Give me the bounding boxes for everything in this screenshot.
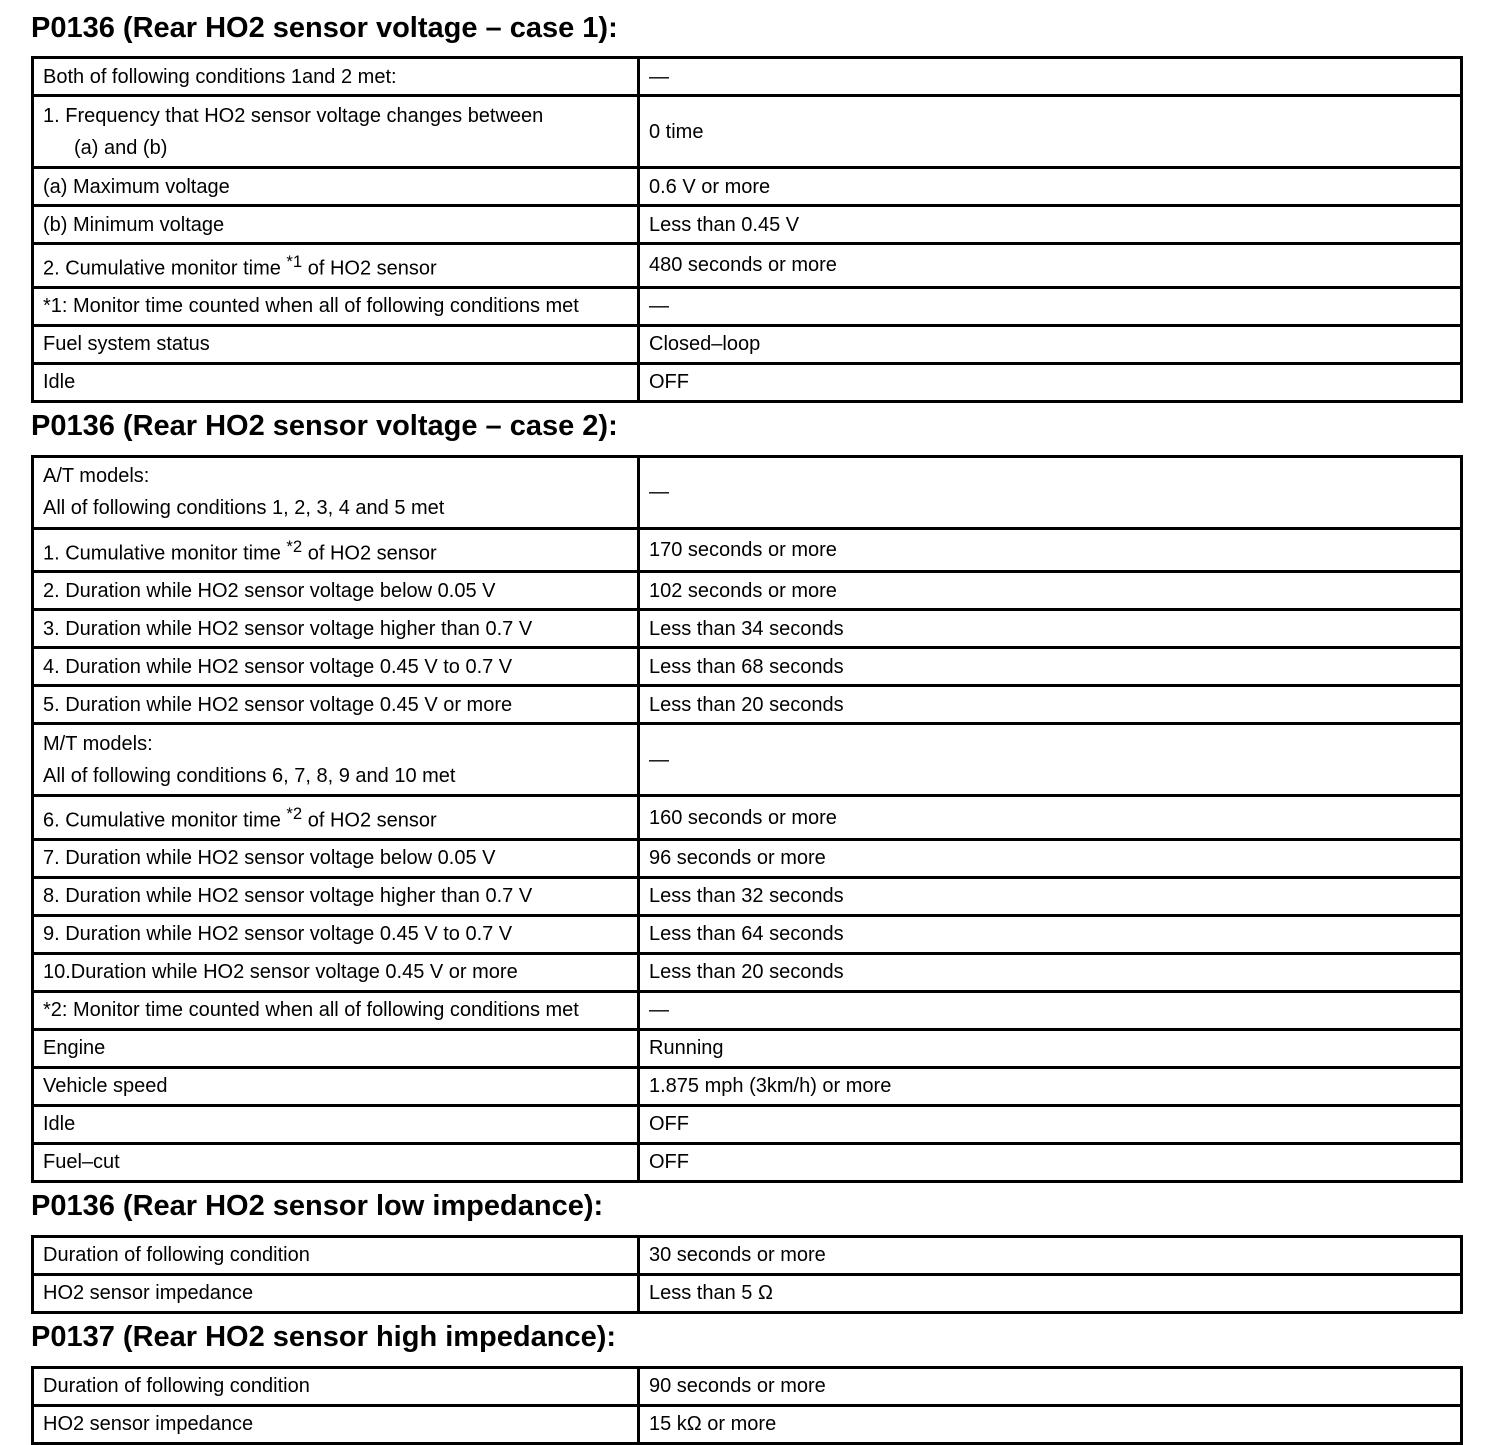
table-row [33, 206, 1462, 244]
condition-value: Less than 20 seconds [639, 953, 1462, 991]
table-row [33, 991, 1462, 1029]
label-text: 6. Cumulative monitor time [43, 809, 287, 832]
table-row [33, 877, 1462, 915]
condition-label: 2. Duration while HO2 sensor voltage below 0.05 V [33, 572, 639, 610]
table-row [33, 363, 1462, 401]
condition-value: Less than 64 seconds [639, 915, 1462, 953]
table-row [33, 953, 1462, 991]
condition-label: 3. Duration while HO2 sensor voltage higher than 0.7 V [33, 610, 639, 648]
condition-value: 90 seconds or more [639, 1367, 1462, 1405]
condition-value: — [639, 287, 1462, 325]
condition-label-line: M/T models: [43, 732, 153, 755]
condition-label: 4. Duration while HO2 sensor voltage 0.45 V to 0.7 V [33, 648, 639, 686]
condition-value: 170 seconds or more [639, 528, 1462, 572]
condition-value: 0.6 V or more [639, 168, 1462, 206]
table-row [33, 915, 1462, 953]
condition-label [33, 528, 639, 572]
condition-label: Engine [33, 1029, 639, 1067]
document-page [31, 0, 1463, 1445]
condition-value: OFF [639, 363, 1462, 401]
table-row [33, 648, 1462, 686]
condition-value: OFF [639, 1105, 1462, 1143]
condition-label [33, 796, 639, 840]
condition-label: (b) Minimum voltage [33, 206, 639, 244]
table-row [33, 1105, 1462, 1143]
table-row [33, 572, 1462, 610]
condition-value: 1.875 mph (3km/h) or more [639, 1067, 1462, 1105]
label-text: 1. Cumulative monitor time [43, 542, 287, 565]
condition-value: Running [639, 1029, 1462, 1067]
condition-value: 480 seconds or more [639, 244, 1462, 288]
condition-label: Idle [33, 363, 639, 401]
table-row [33, 1367, 1462, 1405]
condition-value: 160 seconds or more [639, 796, 1462, 840]
section-title-low-impedance: P0136 (Rear HO2 sensor low impedance): [31, 1189, 604, 1222]
condition-label: HO2 sensor impedance [33, 1405, 639, 1443]
table-row [33, 1236, 1462, 1274]
table-row [33, 686, 1462, 724]
table-row [33, 1029, 1462, 1067]
condition-table-high-impedance [31, 1366, 1463, 1445]
condition-table-low-impedance [31, 1235, 1463, 1314]
condition-label [33, 244, 639, 288]
condition-value: Less than 68 seconds [639, 648, 1462, 686]
table-row [33, 325, 1462, 363]
condition-value: Closed–loop [639, 325, 1462, 363]
condition-label: *2: Monitor time counted when all of following conditions met [33, 991, 639, 1029]
condition-label: 9. Duration while HO2 sensor voltage 0.45 V to 0.7 V [33, 915, 639, 953]
condition-value: 15 kΩ or more [639, 1405, 1462, 1443]
condition-label [33, 724, 639, 796]
table-row [33, 1405, 1462, 1443]
condition-label: Vehicle speed [33, 1067, 639, 1105]
label-text: of HO2 sensor [302, 257, 437, 280]
condition-label: 8. Duration while HO2 sensor voltage higher than 0.7 V [33, 877, 639, 915]
condition-label-line: 1. Frequency that HO2 sensor voltage changes between [43, 104, 544, 127]
condition-value: — [639, 724, 1462, 796]
condition-table-case1 [31, 56, 1463, 403]
condition-value: Less than 5 Ω [639, 1274, 1462, 1312]
table-row [33, 1067, 1462, 1105]
label-text: of HO2 sensor [302, 809, 437, 832]
condition-value: OFF [639, 1143, 1462, 1181]
condition-value: Less than 20 seconds [639, 686, 1462, 724]
condition-value: — [639, 456, 1462, 528]
table-row [33, 1143, 1462, 1181]
condition-value: 102 seconds or more [639, 572, 1462, 610]
condition-label: 7. Duration while HO2 sensor voltage below 0.05 V [33, 839, 639, 877]
table-row [33, 528, 1462, 572]
table-row [33, 796, 1462, 840]
table-row [33, 58, 1462, 96]
footnote-marker: *2 [286, 804, 303, 824]
condition-label: Fuel–cut [33, 1143, 639, 1181]
condition-value: Less than 0.45 V [639, 206, 1462, 244]
condition-label: Idle [33, 1105, 639, 1143]
table-row [33, 96, 1462, 168]
table-row [33, 610, 1462, 648]
table-row [33, 168, 1462, 206]
section-title-case2: P0136 (Rear HO2 sensor voltage – case 2): [31, 409, 618, 442]
condition-value: — [639, 991, 1462, 1029]
condition-value: Less than 32 seconds [639, 877, 1462, 915]
condition-label: *1: Monitor time counted when all of following conditions met [33, 287, 639, 325]
condition-label: Duration of following condition [33, 1367, 639, 1405]
condition-label-line: All of following conditions 1, 2, 3, 4 and 5 met [43, 497, 445, 520]
condition-label: 5. Duration while HO2 sensor voltage 0.45 V or more [33, 686, 639, 724]
footnote-marker: *1 [286, 252, 303, 271]
condition-label: Duration of following condition [33, 1236, 639, 1274]
table-row [33, 724, 1462, 796]
table-row [33, 839, 1462, 877]
table-row [33, 1274, 1462, 1312]
condition-value: — [639, 58, 1462, 96]
condition-label: Both of following conditions 1and 2 met: [33, 58, 639, 96]
condition-table-case2 [31, 455, 1463, 1183]
condition-value: 30 seconds or more [639, 1236, 1462, 1274]
label-text: 2. Cumulative monitor time [43, 257, 287, 280]
condition-label: (a) Maximum voltage [33, 168, 639, 206]
label-text: of HO2 sensor [302, 542, 437, 565]
condition-label: Fuel system status [33, 325, 639, 363]
table-row [33, 244, 1462, 288]
section-title-case1: P0136 (Rear HO2 sensor voltage – case 1): [31, 12, 618, 44]
condition-label [33, 96, 639, 168]
table-row [33, 287, 1462, 325]
condition-label [33, 456, 639, 528]
condition-label-line: (a) and (b) [74, 136, 168, 159]
condition-value: 0 time [639, 96, 1462, 168]
condition-label: HO2 sensor impedance [33, 1274, 639, 1312]
condition-label: 10.Duration while HO2 sensor voltage 0.45 V or more [33, 953, 639, 991]
condition-value: Less than 34 seconds [639, 610, 1462, 648]
condition-value: 96 seconds or more [639, 839, 1462, 877]
condition-label-line: A/T models: [43, 465, 150, 488]
section-title-high-impedance: P0137 (Rear HO2 sensor high impedance): [31, 1320, 617, 1353]
table-row [33, 456, 1462, 528]
footnote-marker: *2 [286, 536, 303, 556]
condition-label-line: All of following conditions 6, 7, 8, 9 and 10 met [43, 764, 456, 787]
